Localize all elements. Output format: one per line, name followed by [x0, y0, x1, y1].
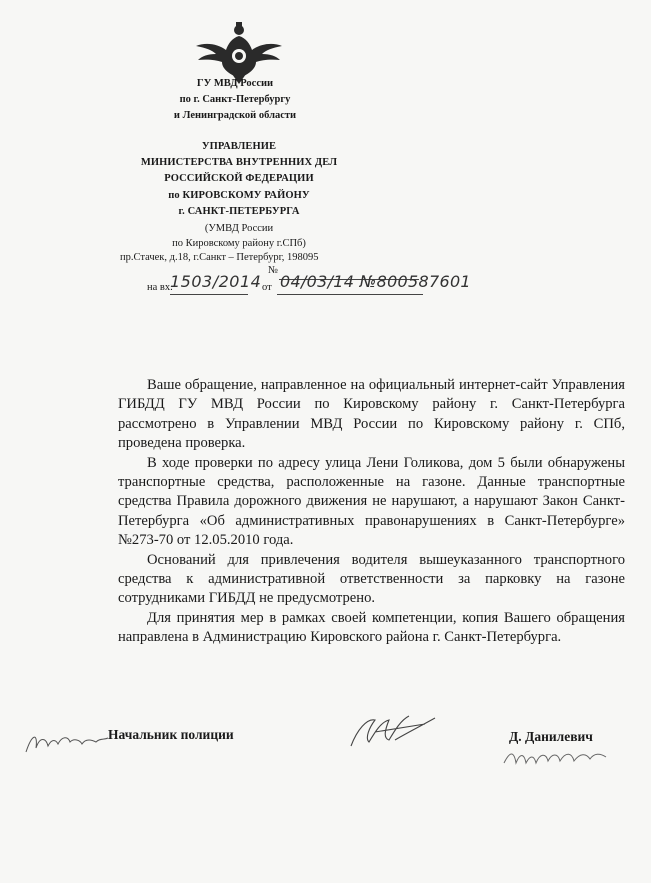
department-header [108, 139, 370, 220]
executor-note-scribble [22, 722, 112, 762]
short-line: по Кировскому району г.СПб) [172, 238, 306, 249]
dept-line: РОССИЙСКОЙ ФЕДЕРАЦИИ [164, 173, 314, 185]
signature-scribble [345, 710, 440, 752]
from-label: от [262, 282, 272, 293]
body-paragraph: Оснований для привлечения водителя вышеуказанного транспортного средства к административной ответственности за парковку на газоне сотрудниками ГИБДД не предусмотрено. [118, 551, 625, 607]
body-paragraph: Для принятия мер в рамках своей компетенции, копия Вашего обращения направлена в Администрацию Кировского района г. Санкт-Петербурга. [118, 609, 625, 646]
letter-body [118, 376, 625, 648]
from-line [277, 294, 423, 295]
org-header [140, 76, 330, 124]
incoming-label: на вх. [147, 282, 173, 293]
short-line: (УМВД России [204, 223, 274, 234]
from-date-handwritten: 04/03/14 №800587601 [280, 272, 471, 291]
incoming-number-handwritten: 1503/2014 [170, 272, 262, 291]
incoming-line [170, 294, 248, 295]
dept-line: УПРАВЛЕНИЕ [201, 141, 277, 152]
signatory-position: Начальник полиции [108, 727, 234, 742]
signatory-name: Д. Данилевич [509, 729, 593, 744]
org-line: и Ленинградской области [173, 110, 297, 121]
outgoing-number-label: № [268, 265, 279, 276]
address: пр.Стачек, д.18, г.Санкт – Петербург, 198095 [120, 252, 319, 263]
eagle-emblem-icon [192, 22, 287, 84]
body-paragraph: Ваше обращение, направленное на официальный интернет-сайт Управления ГИБДД ГУ МВД России по Кировскому району г. Санкт-Петербурга рассмотрено в Управлении МВД России по Кировскому району г. СПб, проведена проверка. [118, 377, 625, 452]
org-line: ГУ МВД России [196, 78, 274, 89]
body-paragraph: В ходе проверки по адресу улица Лени Голикова, дом 5 были обнаружены транспортные средства, расположенные на газоне. Данные транспортные средства Правила дорожного движения не нарушают, а нарушают Закон Санкт-Петербурга «Об административных правонарушениях в Санкт-Петербурге» №273-70 от 12.05.2010 года. [118, 454, 625, 549]
executor-scribble [500, 745, 610, 771]
dept-line: г. САНКТ-ПЕТЕРБУРГА [178, 205, 300, 217]
department-short-name [108, 221, 370, 251]
org-line: по г. Санкт-Петербургу [179, 94, 291, 105]
dept-line: МИНИСТЕРСТВА ВНУТРЕННИХ ДЕЛ [140, 157, 338, 169]
dept-line: по КИРОВСКОМУ РАЙОНУ [168, 189, 310, 201]
